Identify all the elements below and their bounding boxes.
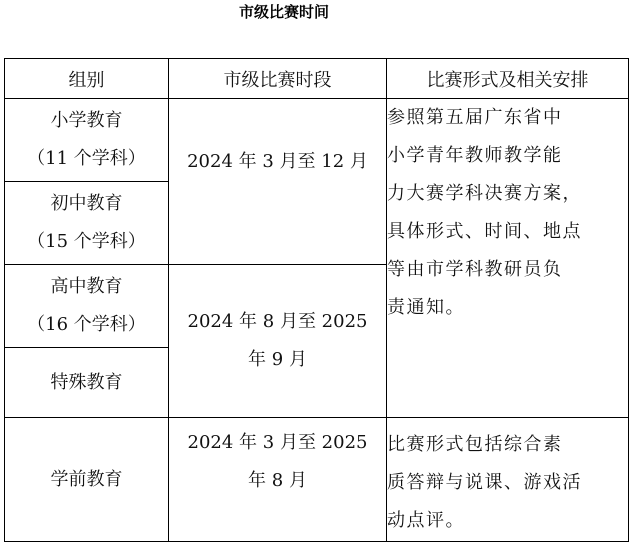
group-cell-preschool — [5, 418, 169, 542]
document-title: 市级比赛时间 — [239, 3, 330, 21]
arrangement-line: 小学青年教师教学能 — [387, 145, 563, 166]
period-text: 2024 年 8 月至 2025 — [187, 311, 368, 332]
group-name: 特殊教育 — [50, 371, 123, 393]
arrangement-line: 动点评。 — [387, 510, 465, 531]
arrangement-line: 参照第五届广东省中 — [387, 107, 563, 128]
group-name: 小学教育 — [50, 110, 123, 131]
header-period: 市级比赛时段 — [169, 59, 387, 99]
arrangement-cell-preschool — [387, 418, 629, 542]
arrangement-cell-main — [387, 99, 629, 418]
period-text: 2024 年 3 月至 12 月 — [187, 151, 368, 172]
period-cell-senior-special — [169, 265, 387, 418]
header-row — [5, 59, 629, 99]
header-group: 组别 — [5, 59, 169, 99]
group-cell-special — [5, 348, 169, 418]
header-arrangement: 比赛形式及相关安排 — [387, 59, 629, 99]
period-text: 年 9 月 — [248, 349, 307, 370]
arrangement-line: 责通知。 — [387, 297, 465, 318]
group-name: 初中教育 — [50, 193, 123, 214]
arrangement-line: 比赛形式包括综合素 — [387, 434, 563, 455]
arrangement-line: 等由市学科教研员负 — [387, 259, 563, 280]
table-row — [5, 99, 629, 182]
period-text: 2024 年 3 月至 2025 — [187, 432, 368, 453]
group-cell-junior — [5, 182, 169, 265]
competition-schedule-table — [4, 58, 629, 542]
group-subjects: （16 个学科） — [27, 314, 146, 335]
group-cell-senior — [5, 265, 169, 348]
table-row — [5, 418, 629, 542]
group-subjects: （15 个学科） — [27, 231, 146, 252]
group-cell-primary — [5, 99, 169, 182]
group-name: 学前教育 — [50, 468, 123, 490]
arrangement-line: 具体形式、时间、地点 — [387, 221, 582, 242]
period-cell-preschool — [169, 418, 387, 542]
period-text: 年 8 月 — [248, 470, 307, 491]
arrangement-line: 质答辩与说课、游戏活 — [387, 472, 582, 493]
group-subjects: （11 个学科） — [27, 148, 146, 169]
group-name: 高中教育 — [50, 276, 123, 297]
period-cell-primary-junior — [169, 99, 387, 265]
arrangement-line: 力大赛学科决赛方案， — [387, 183, 582, 204]
